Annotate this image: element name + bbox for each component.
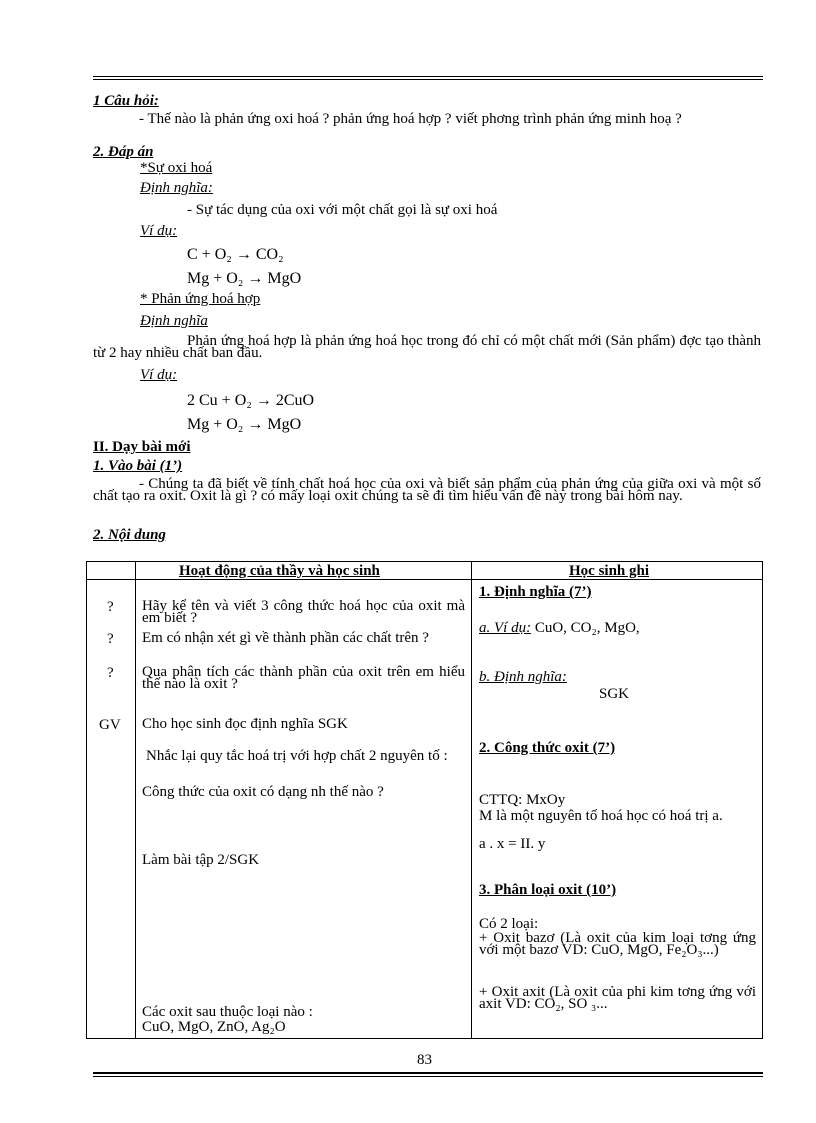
equation-1: C + O₂ → CO₂: [187, 246, 284, 263]
notes-general-formula: CTTQ: MxOy: [479, 792, 566, 808]
lesson-heading: II. Dạy bài mới: [93, 439, 191, 455]
activity-item: Làm bài tập 2/SGK: [142, 852, 260, 868]
activity-item: Công thức của oxit có dạng nh thế nào ?: [142, 784, 384, 800]
activity-item: Em có nhận xét gì về thành phần các chất trên ?: [142, 630, 429, 646]
notes-example-value: CuO, CO₂, MgO,: [531, 620, 640, 636]
notes-definition-value: SGK: [599, 686, 630, 702]
content-heading: 2. Nội dung: [93, 527, 166, 543]
notes-formula-heading: 2. Công thức oxit (7’): [479, 740, 616, 756]
intro-heading: 1. Vào bài (1’): [93, 458, 183, 474]
definition2-label: Định nghĩa: [140, 313, 208, 329]
activity-item: CuO, MgO, ZnO, Ag₂O: [142, 1019, 286, 1035]
lesson-table: [86, 561, 763, 1039]
activity-item: Nhắc lại quy tắc hoá trị với hợp chất 2 nguyên tố :: [146, 748, 448, 764]
notes-classification-heading: 3. Phân loại oxit (10’): [479, 882, 617, 898]
marker: ?: [107, 599, 114, 615]
notes-types-count: Có 2 loại:: [479, 916, 539, 932]
activity-item: Hãy kể tên và viết 3 công thức hoá học của oxit mà em biết ?: [142, 598, 465, 626]
bottom-rule-2: [93, 1076, 763, 1077]
header-notes: Học sinh ghi: [569, 563, 650, 579]
combination-title: * Phản ứng hoá hợp: [140, 291, 261, 307]
equation-4: Mg + O₂ → MgO: [187, 416, 302, 433]
marker: GV: [99, 717, 121, 733]
notes-valence-rule: a . x = II. y: [479, 836, 546, 852]
header-activity: Hoạt động của thầy và học sinh: [179, 563, 380, 579]
answer-heading: 2. Đáp án: [93, 144, 154, 160]
activity-item: Qua phân tích các thành phần của oxit trên em hiểu thế nào là oxit ?: [142, 664, 465, 692]
top-rule: [93, 76, 763, 77]
notes-definition-label: b. Định nghĩa:: [479, 669, 567, 685]
bottom-rule: [93, 1072, 763, 1074]
oxidation-title: *Sự oxi hoá: [140, 160, 213, 176]
marker: ?: [107, 665, 114, 681]
question-heading: 1 Câu hỏi:: [93, 93, 159, 109]
page-number: 83: [417, 1052, 432, 1068]
activity-item: Các oxit sau thuộc loại nào :: [142, 1004, 313, 1020]
notes-definition-heading: 1. Định nghĩa (7’): [479, 584, 592, 600]
notes-basic-oxide: + Oxit bazơ (Là oxit của kim loại tơng ứng với một bazơ VD: CuO, MgO, Fe₂O₃...): [479, 930, 756, 958]
table-divider-2: [471, 562, 472, 1038]
notes-definition-label-wrap: [479, 671, 756, 683]
definition-label: Định nghĩa:: [140, 180, 213, 196]
notes-example-label: a. Ví dụ:: [479, 620, 532, 636]
activity-item: Cho học sinh đọc định nghĩa SGK: [142, 716, 348, 732]
table-header-rule: [87, 579, 762, 580]
question-text: - Thế nào là phản ứng oxi hoá ? phản ứng hoá hợp ? viết phơng trình phản ứng minh hoạ ?: [139, 111, 682, 127]
definition-text: - Sự tác dụng của oxi với một chất gọi là sự oxi hoá: [187, 202, 498, 218]
equation-3: 2 Cu + O₂ → 2CuO: [187, 392, 315, 409]
notes-acidic-oxide: + Oxit axit (Là oxit của phi kim tơng ứng với axit VD: CO₂, SO ₃...: [479, 984, 756, 1012]
definition2-text: Phản ứng hoá hợp là phản ứng hoá học trong đó chỉ có một chất mới (Sản phẩm) đợc tạo thành từ 2 hay nhiều chất ban đầu.: [93, 333, 761, 361]
intro-text: - Chúng ta đã biết về tính chất hoá học của oxi và biết sản phẩm của phản ứng của giữa oxi và một số chất tạo ra oxit. Oxit là gì ? có mấy loại oxit chúng ta sẽ đi tìm hiểu vấn đề này trong bài hôm nay.: [93, 476, 761, 504]
top-rule-2: [93, 79, 763, 80]
example2-label: Ví dụ:: [140, 367, 178, 383]
notes-m-desc: M là một nguyên tố hoá học có hoá trị a.: [479, 808, 723, 824]
equation-2: Mg + O₂ → MgO: [187, 270, 302, 287]
notes-example: [479, 622, 756, 634]
example-label: Ví dụ:: [140, 223, 178, 239]
table-divider-1: [135, 562, 136, 1038]
marker: ?: [107, 631, 114, 647]
